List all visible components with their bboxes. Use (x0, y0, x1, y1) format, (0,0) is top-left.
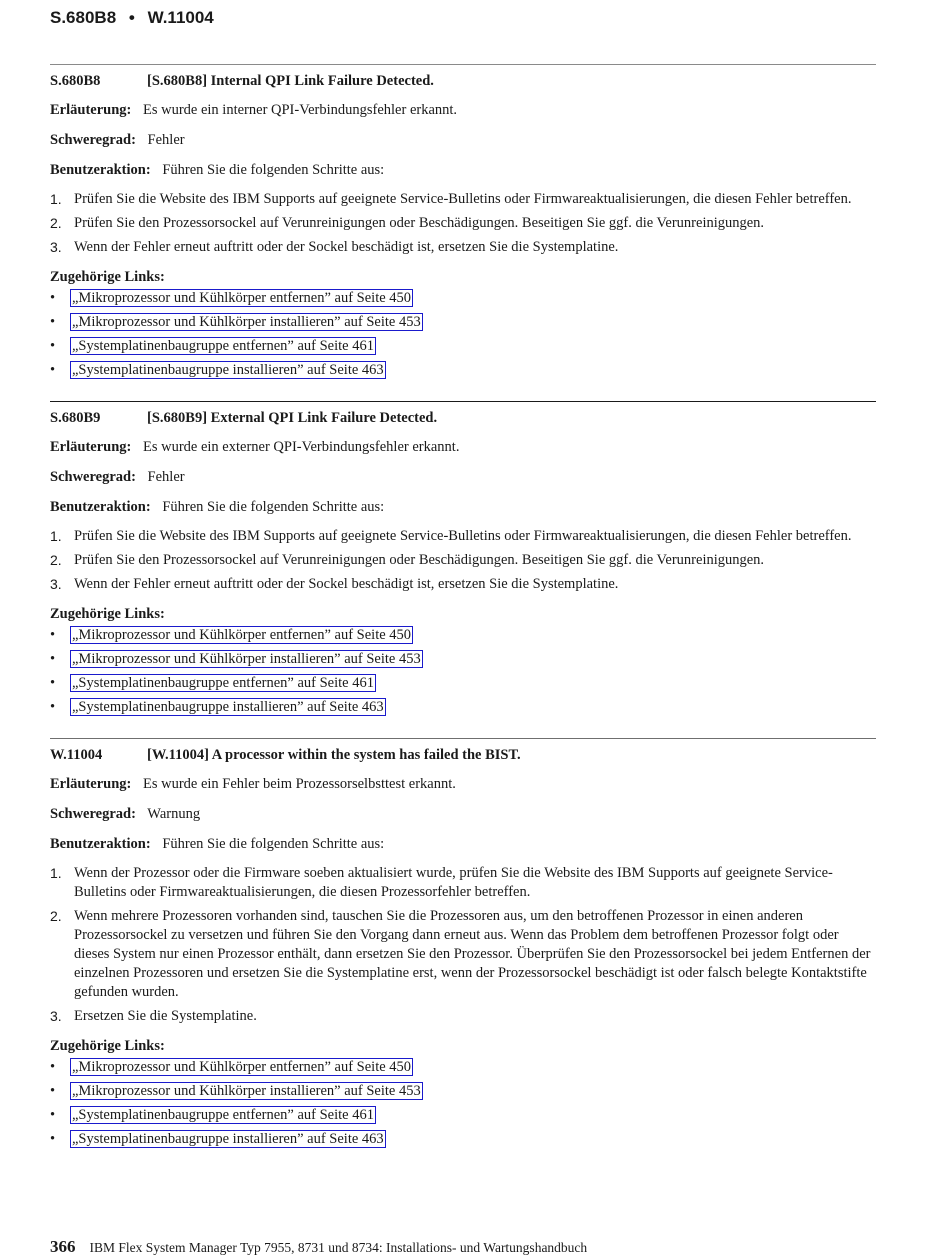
related-links-label: Zugehörige Links: (50, 269, 165, 285)
related-link[interactable]: „Mikroprozessor und Kühlkörper entfernen” auf Seite 450 (72, 290, 412, 306)
message-code: W.11004 (50, 747, 103, 763)
severity-label: Schweregrad: (50, 806, 136, 822)
related-link-item (50, 1130, 876, 1148)
step-text: Prüfen Sie die Website des IBM Supports auf geeignete Service-Bulletins oder Firmwareaktualisierungen, die diesen Fehler betreffen. (74, 528, 852, 544)
action-step (50, 214, 876, 233)
step-number: 1. (50, 191, 62, 207)
action-steps (50, 190, 876, 257)
message-title: [S.680B8] Internal QPI Link Failure Detected. (147, 73, 434, 89)
related-link[interactable]: „Mikroprozessor und Kühlkörper entfernen” auf Seite 450 (72, 627, 412, 643)
related-link-item (50, 1058, 876, 1076)
bullet-icon: • (50, 699, 56, 715)
user-action-field (50, 497, 876, 517)
step-text: Wenn mehrere Prozessoren vorhanden sind, tauschen Sie die Prozessoren aus, um den betroffenen Prozessor in einen anderen Prozessorsockel zu versetzen und führen Sie den Vorgang dann erneut aus. Wenn das Problem dem betroffenen Prozessor folgt oder dieses System nur einen Prozessor enthält, dann ersetzen Sie den Prozessor. Überprüfen Sie den Prozessorsockel bei jedem Entfernen der einzelnen Prozessoren und ersetzen Sie die Systemplatine erst, wenn der Prozessorsockel beschädigt ist oder falsch belegte Kontaktstifte gefunden wurden. (74, 908, 871, 1000)
bullet-icon: • (50, 1059, 56, 1075)
related-link-item (50, 313, 876, 331)
bullet-icon: • (50, 338, 56, 354)
step-text: Prüfen Sie die Website des IBM Supports auf geeignete Service-Bulletins oder Firmwareaktualisierungen, die diesen Fehler betreffen. (74, 191, 852, 207)
step-number: 2. (50, 215, 62, 231)
related-link-item (50, 698, 876, 716)
related-link[interactable]: „Mikroprozessor und Kühlkörper installieren” auf Seite 453 (72, 314, 421, 330)
message-title-row (50, 71, 876, 91)
related-link-item (50, 289, 876, 307)
message-title: [W.11004] A processor within the system has failed the BIST. (147, 747, 521, 763)
related-link[interactable]: „Systemplatinenbaugruppe entfernen” auf Seite 461 (72, 675, 374, 691)
page-footer (50, 1237, 587, 1257)
messages-container (50, 64, 876, 1170)
related-links-list (50, 626, 876, 716)
message-code: S.680B9 (50, 410, 101, 426)
related-links-label: Zugehörige Links: (50, 1038, 165, 1054)
action-step (50, 527, 876, 546)
bullet-icon: • (50, 1107, 56, 1123)
related-links-label: Zugehörige Links: (50, 606, 165, 622)
related-link[interactable]: „Systemplatinenbaugruppe entfernen” auf Seite 461 (72, 1107, 374, 1123)
message-entry (50, 401, 876, 716)
footer-text: IBM Flex System Manager Typ 7955, 8731 und 8734: Installations- und Wartungshandbuch (89, 1240, 588, 1255)
severity-field (50, 804, 876, 824)
severity-value: Warnung (147, 806, 201, 822)
explanation-field (50, 437, 876, 457)
page-header (50, 8, 214, 28)
related-link[interactable]: „Systemplatinenbaugruppe installieren” auf Seite 463 (72, 699, 384, 715)
header-separator: • (128, 8, 135, 27)
bullet-icon: • (50, 1083, 56, 1099)
related-link[interactable]: „Mikroprozessor und Kühlkörper installieren” auf Seite 453 (72, 1083, 421, 1099)
step-text: Ersetzen Sie die Systemplatine. (74, 1008, 257, 1024)
related-link[interactable]: „Mikroprozessor und Kühlkörper entfernen” auf Seite 450 (72, 1059, 412, 1075)
user-action-field (50, 160, 876, 180)
action-steps (50, 527, 876, 594)
explanation-label: Erläuterung: (50, 439, 132, 455)
step-number: 3. (50, 239, 62, 255)
page-number: 366 (50, 1237, 76, 1256)
related-link[interactable]: „Systemplatinenbaugruppe entfernen” auf Seite 461 (72, 338, 374, 354)
severity-field (50, 467, 876, 487)
severity-value: Fehler (147, 469, 185, 485)
step-text: Wenn der Fehler erneut auftritt oder der Sockel beschädigt ist, ersetzen Sie die Systemplatine. (74, 576, 619, 592)
severity-label: Schweregrad: (50, 469, 136, 485)
step-text: Wenn der Prozessor oder die Firmware soeben aktualisiert wurde, prüfen Sie die Website des IBM Supports auf geeignete Service-Bulletins oder Firmwareaktualisierungen, die diesen Prozessorfehler betreffen. (74, 865, 833, 900)
related-link-item (50, 1082, 876, 1100)
user-action-label: Benutzeraktion: (50, 836, 151, 852)
action-step (50, 864, 876, 902)
explanation-text: Es wurde ein interner QPI-Verbindungsfehler erkannt. (142, 102, 458, 118)
action-step (50, 551, 876, 570)
related-link-item (50, 361, 876, 379)
related-links-list (50, 1058, 876, 1148)
related-link[interactable]: „Systemplatinenbaugruppe installieren” auf Seite 463 (72, 1131, 384, 1147)
message-title-row (50, 745, 876, 765)
bullet-icon: • (50, 1131, 56, 1147)
action-step (50, 190, 876, 209)
explanation-label: Erläuterung: (50, 776, 132, 792)
user-action-intro: Führen Sie die folgenden Schritte aus: (162, 836, 385, 852)
related-link-item (50, 626, 876, 644)
related-link-item (50, 650, 876, 668)
step-number: 1. (50, 865, 62, 881)
step-number: 3. (50, 576, 62, 592)
severity-field (50, 130, 876, 150)
user-action-intro: Führen Sie die folgenden Schritte aus: (162, 162, 385, 178)
step-text: Wenn der Fehler erneut auftritt oder der Sockel beschädigt ist, ersetzen Sie die Systemplatine. (74, 239, 619, 255)
message-code: S.680B8 (50, 73, 101, 89)
bullet-icon: • (50, 675, 56, 691)
step-number: 2. (50, 908, 62, 924)
user-action-field (50, 834, 876, 854)
related-link-item (50, 337, 876, 355)
bullet-icon: • (50, 651, 56, 667)
step-text: Prüfen Sie den Prozessorsockel auf Verunreinigungen oder Beschädigungen. Beseitigen Sie ggf. die Verunreinigungen. (74, 552, 765, 568)
action-steps (50, 864, 876, 1026)
header-right-code: W.11004 (147, 8, 214, 27)
message-entry (50, 738, 876, 1148)
action-step (50, 907, 876, 1002)
explanation-text: Es wurde ein Fehler beim Prozessorselbsttest erkannt. (142, 776, 456, 792)
message-title: [S.680B9] External QPI Link Failure Detected. (147, 410, 438, 426)
action-step (50, 575, 876, 594)
user-action-label: Benutzeraktion: (50, 499, 151, 515)
related-link-item (50, 674, 876, 692)
header-left-code: S.680B8 (50, 8, 117, 27)
user-action-label: Benutzeraktion: (50, 162, 151, 178)
explanation-label: Erläuterung: (50, 102, 132, 118)
related-links-list (50, 289, 876, 379)
explanation-field (50, 774, 876, 794)
explanation-field (50, 100, 876, 120)
message-title-row (50, 408, 876, 428)
bullet-icon: • (50, 290, 56, 306)
step-number: 2. (50, 552, 62, 568)
bullet-icon: • (50, 627, 56, 643)
user-action-intro: Führen Sie die folgenden Schritte aus: (162, 499, 385, 515)
bullet-icon: • (50, 314, 56, 330)
step-number: 1. (50, 528, 62, 544)
step-number: 3. (50, 1008, 62, 1024)
severity-value: Fehler (147, 132, 185, 148)
bullet-icon: • (50, 362, 56, 378)
message-entry (50, 64, 876, 379)
severity-label: Schweregrad: (50, 132, 136, 148)
action-step (50, 1007, 876, 1026)
explanation-text: Es wurde ein externer QPI-Verbindungsfehler erkannt. (142, 439, 460, 455)
related-link-item (50, 1106, 876, 1124)
step-text: Prüfen Sie den Prozessorsockel auf Verunreinigungen oder Beschädigungen. Beseitigen Sie ggf. die Verunreinigungen. (74, 215, 765, 231)
action-step (50, 238, 876, 257)
related-link[interactable]: „Mikroprozessor und Kühlkörper installieren” auf Seite 453 (72, 651, 421, 667)
related-link[interactable]: „Systemplatinenbaugruppe installieren” auf Seite 463 (72, 362, 384, 378)
